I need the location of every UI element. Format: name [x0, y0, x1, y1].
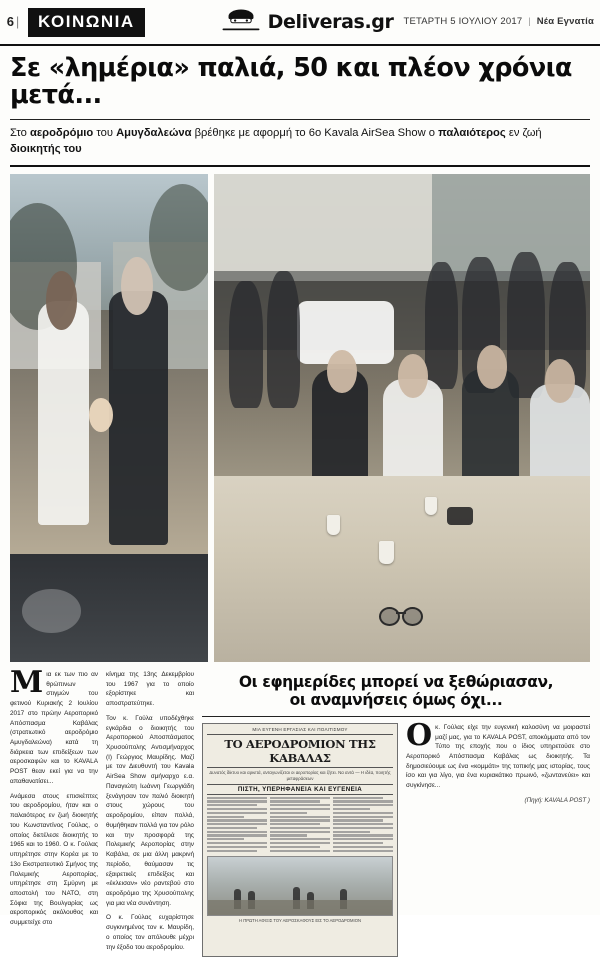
clipping-top-line: ΜΙΑ ΕΥΓΕΝΗ ΕΡΓΑΣΙΑΣ ΚΑΙ ΠΟΛΙΤΙΣΜΟΥ — [252, 726, 348, 732]
page-number-value: 6 — [6, 13, 14, 29]
page-number-divider: | — [15, 13, 20, 29]
body-col2-p3: Ο κ. Γούλας ευχαρίστησε συγκινημένος τον κ. Μαυρίδη, ο οποίος τον απόλουθε μέχρι την έξοδο του αεροδρομίου. — [106, 914, 194, 951]
clipping-col-3 — [333, 797, 393, 854]
page-number — [0, 14, 26, 31]
clipping-col-2 — [270, 797, 330, 854]
secondary-body-p1-text: κ. Γούλας είχε την ευγενική καλοσύνη να μοιραστεί μαζί μας, για το KAVALA POST, αποκόμματα από τον Τύπο της εποχής που ο ίδιος υπηρετούσε στο Αεροπορικό Απόσπασμα Καβάλας ως διοικητής. Τα δημοσιεύουμε ως ένα «κομμάτι» της τοπικής μας ιστορίας, τους ίσο και για λίγο, για ένα κυριακάτικο πρωινό, «ζωντανεύει» και συγκίνησε... — [406, 723, 590, 790]
body-column-2 — [106, 670, 194, 958]
standfirst-part-e: εν ζωή — [505, 127, 542, 140]
standfirst-bold-commander: διοικητής του — [10, 142, 82, 155]
clipping-col-1 — [207, 797, 267, 854]
gathering-photo — [214, 174, 590, 662]
paper-name: Νέα Εγνατία — [536, 16, 594, 27]
body-col2-p1: κίνημα της 13ης Δεκεμβρίου του 1967 για το οποίο εξορίστηκε και αποστρατεύτηκε. — [106, 670, 194, 708]
standfirst-bold-place: Αμυγδαλεώνα — [116, 127, 192, 140]
secondary-body-p1 — [406, 717, 590, 791]
brand[interactable] — [219, 7, 394, 37]
clipping-band: ΠΙΣΤΗ, ΥΠΕΡΗΦΑΝΕΙΑ ΚΑΙ ΕΥΓΕΝΕΙΑ — [207, 784, 393, 795]
body-col1-p2: Ανάμεσα στους επισκέπτες του αεροδρομίου, ήταν και ο παλαιότερος εν ζωή διοικητής του Κωνσταντίνος Γούλας, ο οποίος διετέλεσε διοικητής το 1965 και το 1960. Ο κ. Γούλας υπηρέτησε στην Κορέα με το 13ο Εκστρατευτικό Σμήνος της Πολεμικής Αεροπορίας, υπηρέτησε στη Σμύρνη με αποστολή του ΝΑΤΟ, στη Σόφια της Βουλγαρίας ως αεροπορικός ακόλουθος και συμμετείχε στο — [10, 792, 98, 927]
secondary-headline-line1: Οι εφημερίδες μπορεί να ξεθώριασαν, — [238, 672, 554, 691]
secondary-headline-line2: οι αναμνήσεις όμως όχι... — [289, 690, 503, 709]
body-col2-p2: Τον κ. Γούλα υποδέχθηκε εγκάρδια ο διοικητής του Αεροπορικού Αποσπάσματος Χρυσούπολης Αντισμήναρχος (Ι) Γεώργιος Μαυρίδης. Μαζί με τον Διευθυντή του Kavala AirSea Show σμήναρχο ε.α. Παναγιώτη Ιωάννη Γεωργιάδη ξενάγησαν τον παλιό διοικητή στους χώρους του αεροδρομίου, είπαν πολλά, θυμήθηκαν πολλά για τον ρόλο και την προσφορά της Πολεμικής Αεροπορίας στην Καβάλα, σε μια άλλη μακρινή περίοδο, θαύμασαν τις εξαιρετικές επιδείξεις και «έκλεισαν» νέο ραντεβού στο αεροδρόμιο της Χρυσούπολης για μια νέα συνάντηση. — [106, 714, 194, 907]
issue-separator: | — [528, 16, 531, 27]
clipping-title: ΤΟ ΑΕΡΟΔΡΟΜΙΟΝ ΤΗΣ ΚΑΒΑΛΑΣ — [207, 734, 393, 768]
dropcap-2: Ο — [406, 717, 433, 753]
issue-date: ΤΕΤΑΡΤΗ 5 ΙΟΥΛΙΟΥ 2017 — [403, 16, 523, 27]
body-col1-p1 — [10, 664, 98, 787]
clipping-subtitle: Δυνατός δίκτυο και αρκετά, ανταγωνίζεται οι αεροπορίας και ζήτει. Να αντά — Η ιδέα, ποιητής μεταφράσεων — [209, 769, 391, 781]
handshake-photo — [10, 174, 208, 662]
article-headline: Σε «λημέρια» παλιά, 50 και πλέον χρόνια μετά... — [10, 53, 572, 111]
clipping-photo — [207, 856, 393, 916]
article-standfirst — [0, 120, 600, 165]
clipping-text-columns — [207, 797, 393, 854]
standfirst-bold-airport: αεροδρόμιο — [29, 127, 94, 140]
standfirst-part-d: βρέθηκε με αφορμή το 6ο Kavala AirSea Show ο — [191, 127, 439, 140]
secondary-headline — [202, 670, 590, 716]
brand-name: Deliveras.gr — [267, 11, 394, 33]
issue-info — [403, 16, 594, 28]
source-line: (Πηγή: KAVALA POST ) — [524, 796, 590, 804]
headline-block — [0, 46, 600, 113]
lower-section — [0, 662, 600, 963]
dropcap-1: Μ — [10, 664, 44, 700]
body-col1-p1-text: ια εκ των πιο αν θρώπινων στιγμών του φετινού Κυριακής 2 Ιουλίου 2017 στο πρώην Αεροπορικό Απόσπασμα Καβάλας (στρατιωτικό αεροδρόμιο Αμυγδαλεώνα) κατά τη διάρκεια των επιδείξεων των αεροσκαφών και το KAVALA POST θεαν εκεί για να την απαθανατίσει... — [10, 670, 98, 785]
body-column-1 — [10, 664, 98, 958]
scooter-helmet-icon — [219, 7, 263, 37]
standfirst-part-c: του — [93, 127, 117, 140]
secondary-columns — [202, 717, 590, 958]
secondary-body-column — [406, 717, 590, 958]
masthead — [0, 0, 600, 46]
standfirst-part-a: Στο — [10, 127, 30, 140]
standfirst-bold-oldest: παλαιότερος — [438, 127, 506, 140]
clipping-photo-caption: Η ΠΡΩΤΗ ΑΦΙΞΙΣ ΤΟΥ ΑΕΡΟΣΚΑΦΟΥΣ ΕΙΣ ΤΟ ΑΕΡΟΔΡΟΜΙΟΝ — [239, 918, 361, 924]
newspaper-clipping — [202, 723, 398, 958]
section-tag: ΚΟΙΝΩΝΙΑ — [28, 8, 145, 37]
photo-row — [0, 167, 600, 662]
secondary-article — [202, 670, 590, 958]
sunglasses-icon — [379, 607, 423, 623]
secondary-headline-rule — [202, 716, 590, 717]
